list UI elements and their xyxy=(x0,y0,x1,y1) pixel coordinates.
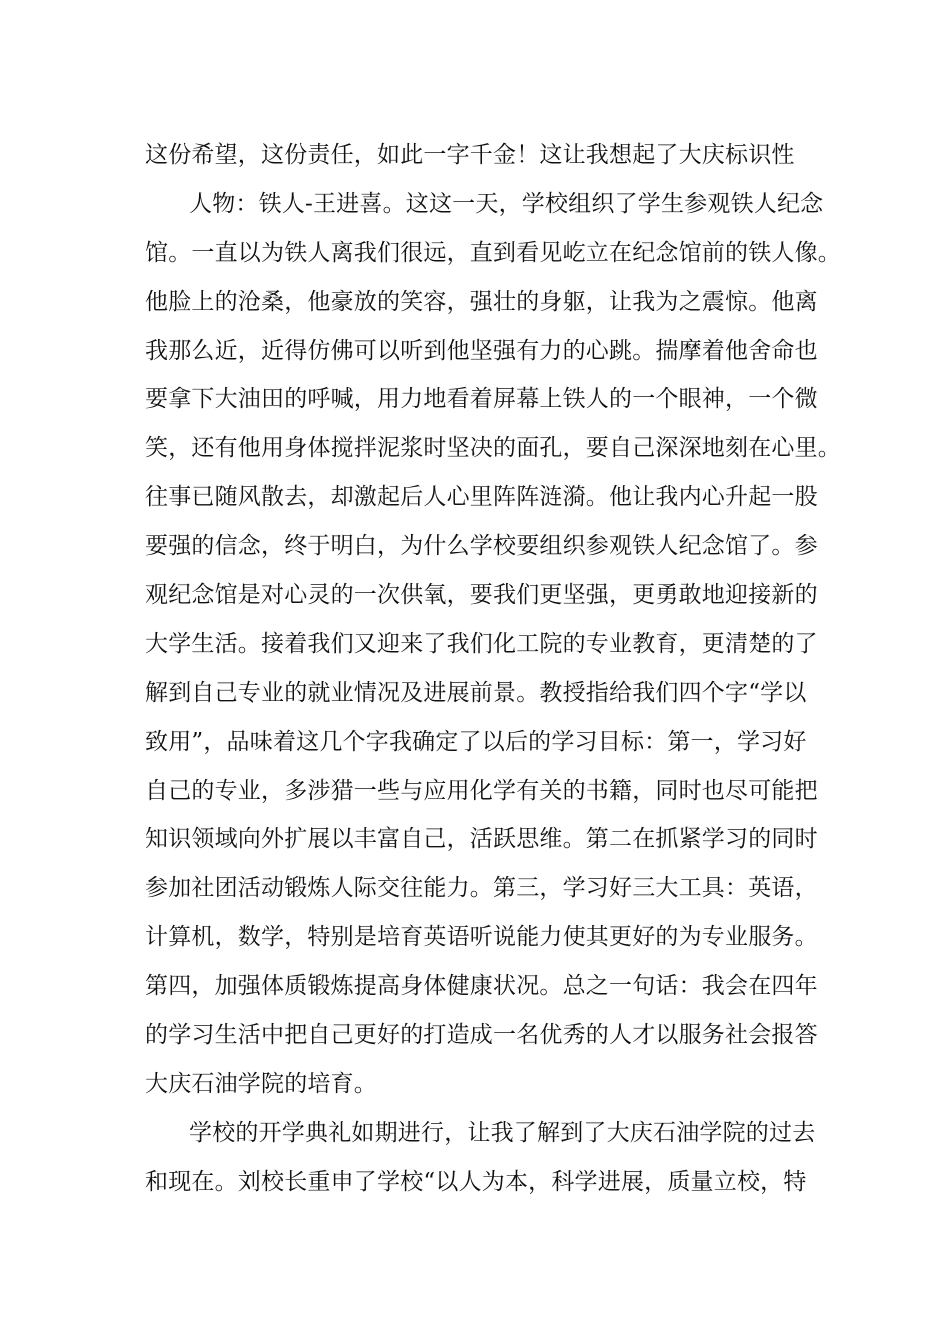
text-line: 人物：铁人-王进喜。这这一天，学校组织了学生参观铁人纪念 xyxy=(189,190,824,217)
text-line: 笑，还有他用身体搅拌泥浆时坚决的面孔，要自己深深地刻在心里。 xyxy=(145,435,841,462)
text-line: 致用”，品味着这几个字我确定了以后的学习目标：第一，学习好 xyxy=(145,728,807,755)
text-line: 要强的信念，终于明白，为什么学校要组织参观铁人纪念馆了。参 xyxy=(145,533,818,560)
text-line: 知识领域向外扩展以丰富自己，活跃思维。第二在抓紧学习的同时 xyxy=(145,826,818,853)
text-line: 这份希望，这份责任，如此一字千金！这让我想起了大庆标识性 xyxy=(145,142,795,168)
text-line: 的学习生活中把自己更好的打造成一名优秀的人才以服务社会报答 xyxy=(145,1022,818,1049)
text-line: 计算机，数学，特别是培育英语听说能力使其更好的为专业服务。 xyxy=(145,924,818,951)
text-line: 他脸上的沧桑，他豪放的笑容，强壮的身躯，让我为之震惊。他离 xyxy=(145,288,818,315)
document-body xyxy=(145,131,841,1207)
text-line: 和现在。刘校长重申了学校“以人为本，科学进展，质量立校，特 xyxy=(145,1168,807,1195)
text-line: 往事已随风散去，却激起后人心里阵阵涟漪。他让我内心升起一股 xyxy=(145,484,818,511)
text-line: 自己的专业，多涉猎一些与应用化学有关的书籍，同时也尽可能把 xyxy=(145,777,818,804)
text-line: 解到自己专业的就业情况及进展前景。教授指给我们四个字“学以 xyxy=(145,679,807,706)
text-line: 学校的开学典礼如期进行，让我了解到了大庆石油学院的过去 xyxy=(189,1119,816,1146)
text-line: 我那么近，近得仿佛可以听到他坚强有力的心跳。揣摩着他舍命也 xyxy=(145,337,818,364)
text-line: 要拿下大油田的呼喊，用力地看着屏幕上铁人的一个眼神，一个微 xyxy=(145,386,818,413)
text-line: 第四，加强体质锻炼提高身体健康状况。总之一句话：我会在四年 xyxy=(145,973,818,1000)
text-line: 参加社团活动锻炼人际交往能力。第三，学习好三大工具：英语， xyxy=(145,875,818,902)
text-line: 观纪念馆是对心灵的一次供氧，要我们更坚强，更勇敢地迎接新的 xyxy=(145,582,818,609)
text-line: 大学生活。接着我们又迎来了我们化工院的专业教育，更清楚的了 xyxy=(145,630,818,657)
text-line: 大庆石油学院的培育。 xyxy=(145,1070,377,1097)
text-line: 馆。一直以为铁人离我们很远，直到看见屹立在纪念馆前的铁人像。 xyxy=(145,239,841,266)
